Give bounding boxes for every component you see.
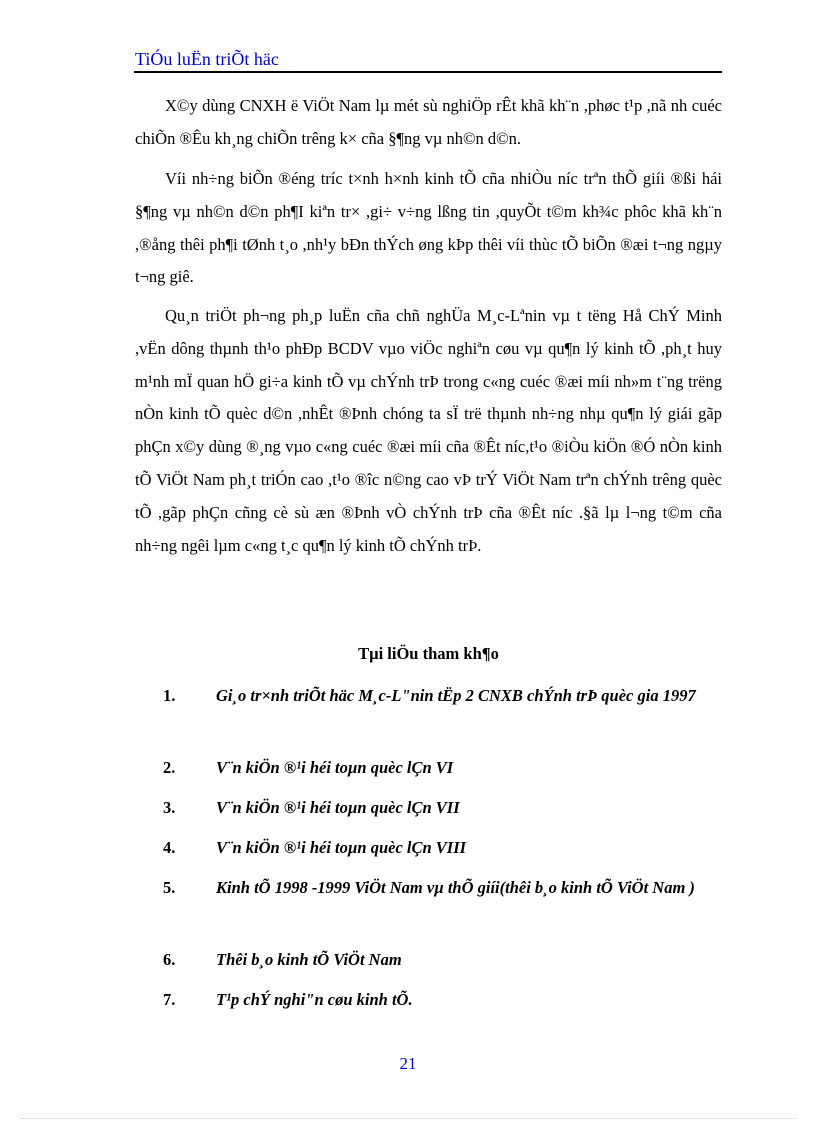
reference-number: 4. [163,838,176,857]
reference-number: 2. [163,758,176,777]
reference-text: V¨n kiÖn ®¹i héi toµn quèc lÇn VII [216,798,460,817]
page-bottom-border [20,1118,796,1119]
references-heading: Tµi liÖu tham kh¶o [358,644,499,663]
reference-text: Kinh tÕ 1998 -1999 ViÖt Nam vµ thÕ giíi(thêi b¸o kinh tÕ ViÖt Nam ) [216,878,695,897]
reference-number: 7. [163,990,176,1009]
page-header-title: TiÓu luËn triÕt häc [135,49,279,69]
reference-number: 5. [163,878,176,897]
reference-text: V¨n kiÖn ®¹i héi toµn quèc lÇn VI [216,758,454,777]
reference-number: 6. [163,950,176,969]
reference-number: 3. [163,798,176,817]
body-paragraph-1: X©y dùng CNXH ë ViÖt Nam lµ mét sù nghiÖp rÊt khã kh¨n ,phøc t¹p ,nã nh cuéc chiÕn ®Êu kh¸ng chiÕn trêng k× cña §¶ng vµ nh©n d©n. [135,96,722,148]
header-divider [134,71,722,73]
reference-text: Thêi b¸o kinh tÕ ViÖt Nam [216,950,402,969]
reference-text: Gi¸o tr×nh triÕt häc M¸c-L"nin tËp 2 CNXB chÝnh trÞ quèc gia 1997 [216,686,696,705]
body-paragraph-2: Víi nh÷ng biÕn ®éng tríc t×nh h×nh kinh tÕ cña nhiÒu níc trªn thÕ giíi ®ßi hái §¶ng vµ nh©n d©n ph¶I kiªn tr× ,gi÷ v÷ng lßng tin ,quyÕt t©m kh¾c phôc khã kh¨n ,®ång thêi ph¶i tØnh t¸o ,nh¹y bÐn thÝch øng kÞp thêi víi thùc tÕ biÕn ®æi t¬ng ngµy t¬ng giê. [135,169,722,287]
reference-text: T¹p chÝ nghi"n cøu kinh tÕ. [216,990,413,1009]
body-paragraph-3: Qu¸n triÖt ph¬ng ph¸p luËn cña chñ nghÜa M¸c-Lªnin vµ t tëng Hå ChÝ Minh ,vËn dông thµnh th¹o phÐp BCDV vµo viÖc nghiªn cøu vµ qu¶n lý kinh tÕ ,ph¸t huy m¹nh mÏ quan hÖ gi÷a kinh tÕ vµ chÝnh trÞ trong c«ng cuéc ®æi míi nh»m t¨ng trëng nÒn kinh tÕ quèc d©n ,nhÊt ®Þnh chóng ta sÏ trë thµnh nh÷ng nhµ qu¶n lý giái gãp phÇn x©y dùng ®¸ng vµo c«ng cuéc ®æi míi cña ®Êt níc,t¹o ®iÒu kiÖn ®Ó nÒn kinh tÕ ViÖt Nam ph¸t triÓn cao ,t¹o ®îc n©ng cao vÞ trÝ ViÖt Nam trªn chÝnh trêng quèc tÕ ,gãp phÇn cñng cè sù æn ®Þnh vÒ chÝnh trÞ cña ®Êt níc .§ã lµ l¬ng t©m cña nh÷ng ngêi lµm c«ng t¸c qu¶n lý kinh tÕ chÝnh trÞ. [135,306,722,555]
page-number: 21 [399,1054,417,1073]
reference-text: V¨n kiÖn ®¹i héi toµn quèc lÇn VIII [216,838,467,857]
reference-number: 1. [163,686,176,705]
